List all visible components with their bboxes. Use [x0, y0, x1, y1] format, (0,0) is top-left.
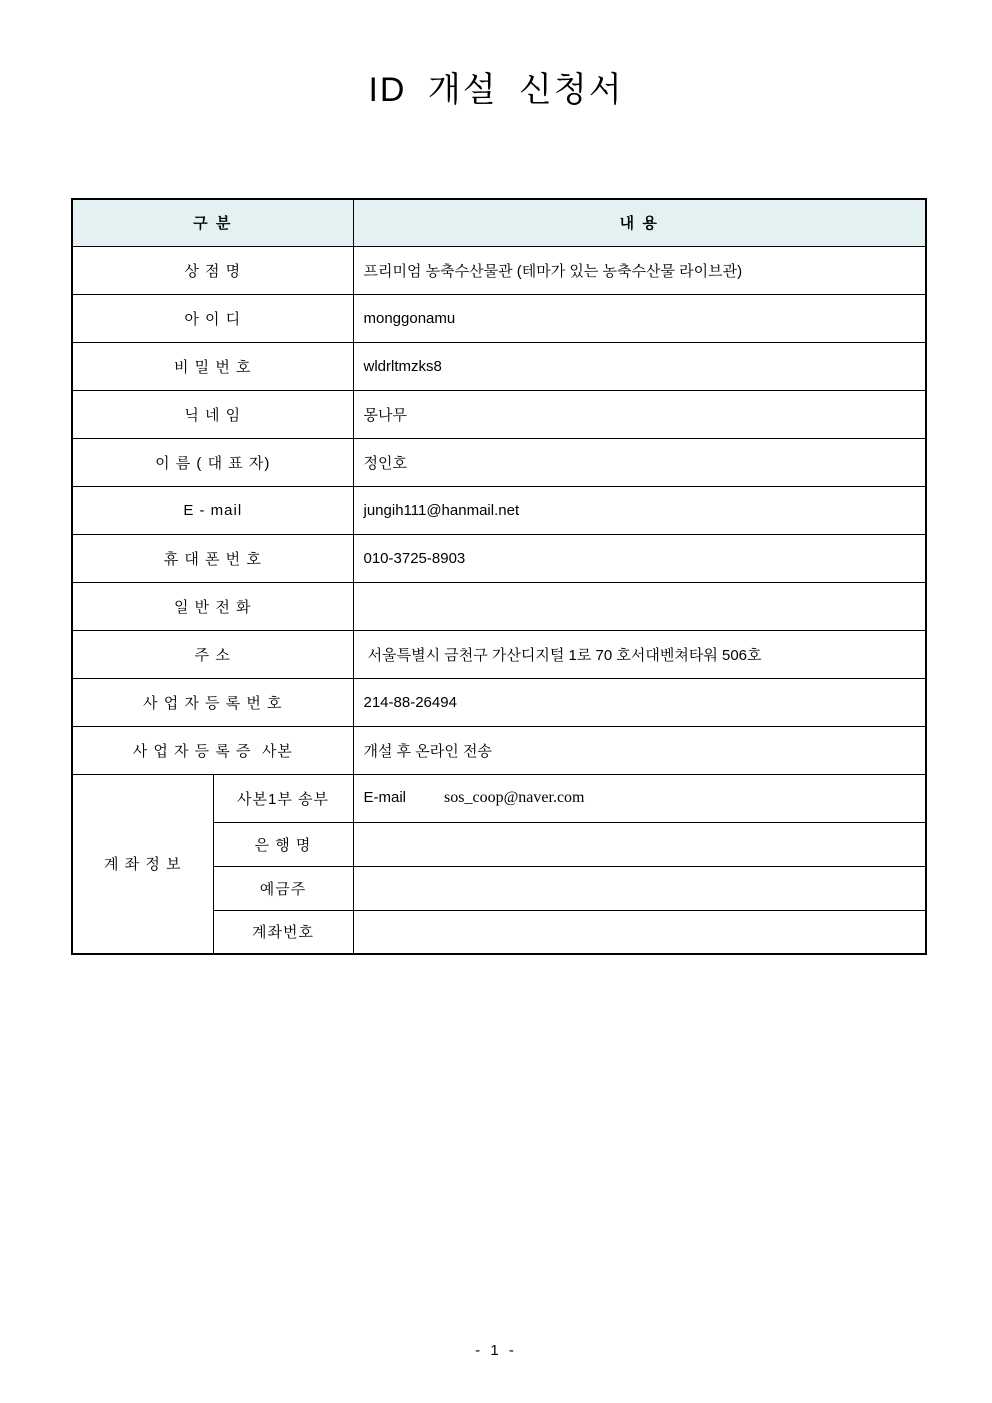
row-label-address: 주 소 [72, 630, 353, 678]
row-value-password: wldrltmzks8 [353, 342, 926, 390]
row-value-business-license-copy: 개설 후 온라인 전송 [353, 726, 926, 774]
account-info-group-label: 계 좌 정 보 [72, 774, 213, 954]
table-row [72, 438, 926, 486]
row-value-email: jungih111@hanmail.net [353, 486, 926, 534]
row-label-id: 아 이 디 [72, 294, 353, 342]
row-value-copy-send [353, 774, 926, 822]
table-row [72, 630, 926, 678]
row-value-bank-name [353, 822, 926, 866]
row-value-id: monggonamu [353, 294, 926, 342]
row-label-account-number: 계좌번호 [213, 910, 353, 954]
page-number: - 1 - [475, 1342, 517, 1359]
row-label-bank-name: 은 행 명 [213, 822, 353, 866]
row-label-email: E - mail [72, 486, 353, 534]
row-label-name: 이 름 ( 대 표 자) [72, 438, 353, 486]
table-header-row [72, 199, 926, 246]
row-label-copy-send: 사본1부 송부 [213, 774, 353, 822]
table-row [72, 486, 926, 534]
header-category: 구 분 [72, 199, 353, 246]
table-row [72, 294, 926, 342]
table-row [72, 582, 926, 630]
table-row [72, 534, 926, 582]
table-row [72, 390, 926, 438]
row-value-phone [353, 582, 926, 630]
table-row [72, 678, 926, 726]
row-label-phone: 일 반 전 화 [72, 582, 353, 630]
id-application-table [71, 198, 927, 955]
row-value-business-number: 214-88-26494 [353, 678, 926, 726]
row-value-account-number [353, 910, 926, 954]
table-row [72, 342, 926, 390]
row-label-store-name: 상 점 명 [72, 246, 353, 294]
row-label-account-holder: 예금주 [213, 866, 353, 910]
row-value-account-holder [353, 866, 926, 910]
table-row [72, 726, 926, 774]
page-title: ID 개설 신청서 [368, 71, 624, 109]
row-value-address: 서울특별시 금천구 가산디지털 1로 70 호서대벤쳐타워 506호 [353, 630, 926, 678]
email-address: sos_coop@naver.com [444, 789, 585, 806]
row-label-nickname: 닉 네 임 [72, 390, 353, 438]
row-value-mobile: 010-3725-8903 [353, 534, 926, 582]
email-prefix: E-mail [363, 789, 407, 806]
row-label-business-number: 사 업 자 등 록 번 호 [72, 678, 353, 726]
row-value-store-name: 프리미엄 농축수산물관 (테마가 있는 농축수산물 라이브관) [353, 246, 926, 294]
row-label-mobile: 휴 대 폰 번 호 [72, 534, 353, 582]
table-row [72, 774, 926, 822]
row-value-nickname: 몽나무 [353, 390, 926, 438]
row-label-business-license-copy: 사 업 자 등 록 증 사본 [72, 726, 353, 774]
row-label-password: 비 밀 번 호 [72, 342, 353, 390]
header-content: 내 용 [353, 199, 926, 246]
row-value-name: 정인호 [353, 438, 926, 486]
table-row [72, 246, 926, 294]
